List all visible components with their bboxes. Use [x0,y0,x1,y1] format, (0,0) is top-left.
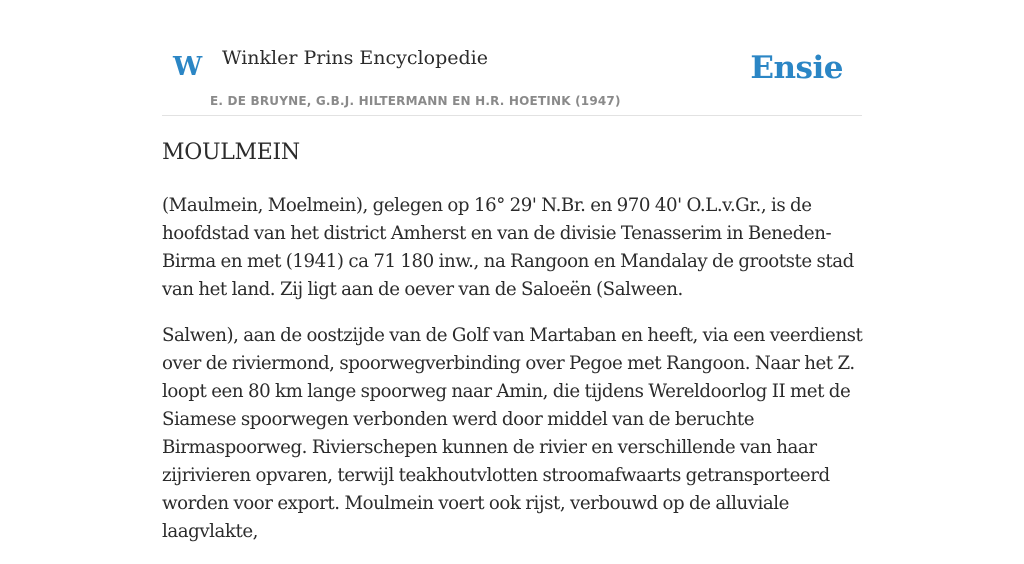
article-body [162,192,866,564]
article-paragraph: Salwen), aan de oostzijde van de Golf van Martaban en heeft, via een veerdienst over de riviermond, spoorwegverbinding over Pegoe met Rangoon. Naar het Z. loopt een 80 km lange spoorweg naar Amin, die tijdens Wereldoorlog II met de Siamese spoorwegen verbonden werd door middel van de beruchte Birmaspoorweg. Rivierschepen kunnen de rivier en verschillende van haar zijrivieren opvaren, terwijl teakhoutvlotten stroomafwaarts getransporteerd worden voor export. Moulmein voert ook rijst, verbouwd op de alluviale laagvlakte, [162,325,863,542]
encyclopedia-title[interactable]: Winkler Prins Encyclopedie [222,47,488,69]
ensie-brand-logo[interactable]: Ensie [750,50,843,86]
article-title: MOULMEIN [162,140,300,165]
site-header [162,40,862,116]
encyclopedia-authors: E. DE BRUYNE, G.B.J. HILTERMANN EN H.R. HOETINK (1947) [210,94,621,108]
article-paragraph: (Maulmein, Moelmein), gelegen op 16° 29' N.Br. en 970 40' O.L.v.Gr., is de hoofdstad van het district Amherst en van de divisie Tenasserim in Beneden-Birma en met (1941) ca 71 180 inw., na Rangoon en Mandalay de grootste stad van het land. Zij ligt aan de oever van de Saloeën (Salween. [162,195,854,300]
encyclopedia-logo-icon[interactable]: W [173,52,203,82]
